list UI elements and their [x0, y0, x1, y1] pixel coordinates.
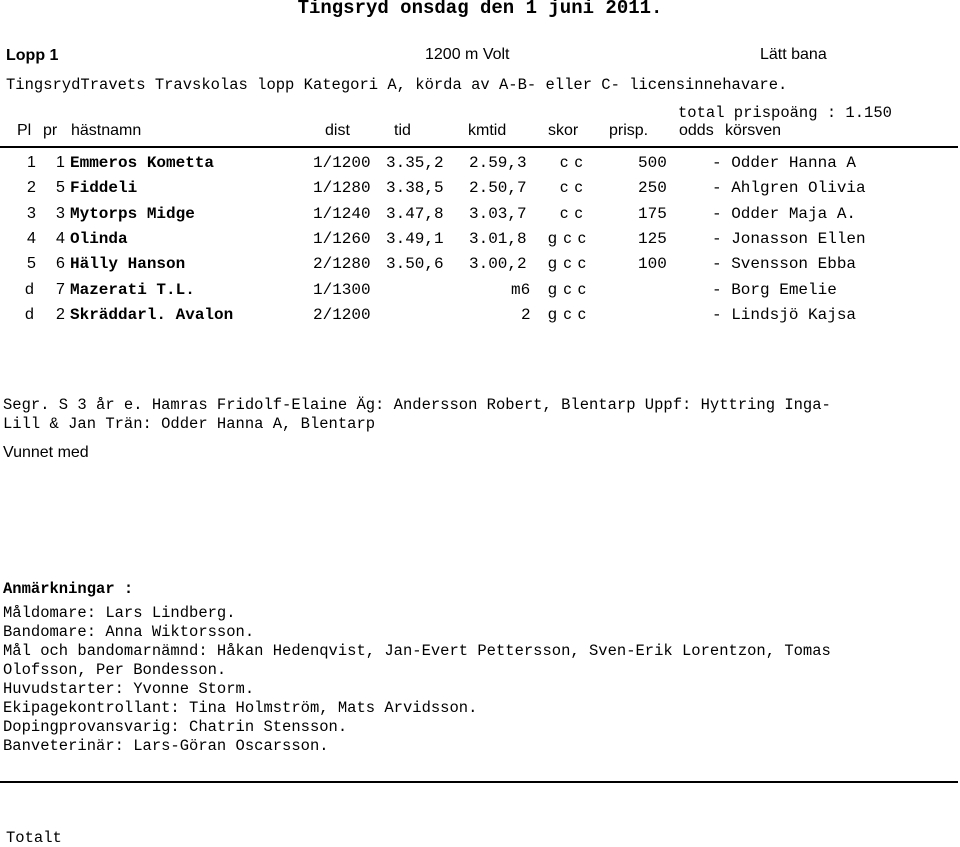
cell-tid: 3.35,2 — [386, 154, 444, 172]
cell-skor: c c — [560, 205, 584, 222]
col-kmtid: kmtid — [468, 122, 507, 139]
table-row — [0, 205, 960, 227]
cell-kmtid: 2 — [521, 306, 531, 324]
cell-pr: 3 — [56, 205, 65, 222]
remark-line: Måldomare: Lars Lindberg. — [3, 604, 236, 622]
race-description: TingsrydTravets Travskolas lopp Kategori A, körda av A-B- eller C- licensinnehavare. — [6, 76, 788, 94]
col-odds: odds — [679, 122, 714, 139]
table-row — [0, 255, 960, 277]
cell-tid: 3.49,1 — [386, 230, 444, 248]
remarks-heading: Anmärkningar : — [3, 580, 134, 598]
cell-horse: Skräddarl. Avalon — [70, 306, 234, 324]
winner-info-line: Segr. S 3 år e. Hamras Fridolf-Elaine Äg: Andersson Robert, Blentarp Uppf: Hyttring Inga- — [3, 396, 831, 414]
remark-line: Huvudstarter: Yvonne Storm. — [3, 680, 255, 698]
total-prize: total prispoäng : 1.150 — [678, 104, 892, 122]
cell-skor: g c c — [548, 306, 587, 323]
table-row — [0, 179, 960, 201]
won-with-label: Vunnet med — [3, 444, 89, 461]
cell-pr: 2 — [56, 306, 65, 323]
cell-pl: d — [25, 306, 34, 323]
col-skor: skor — [548, 122, 579, 139]
col-tid: tid — [394, 122, 411, 139]
cell-horse: Mytorps Midge — [70, 205, 195, 223]
cell-kmtid: m6 — [511, 281, 531, 299]
cell-horse: Hälly Hanson — [70, 255, 186, 273]
col-prisp: prisp. — [609, 122, 649, 139]
winner-info — [3, 396, 831, 434]
winner-info-line: Lill & Jan Trän: Odder Hanna A, Blentarp — [3, 415, 376, 433]
cell-pr: 5 — [56, 179, 65, 196]
cell-kmtid: 2.59,3 — [469, 154, 527, 172]
cell-kmtid: 3.01,8 — [469, 230, 527, 248]
cell-driver: - Svensson Ebba — [712, 255, 857, 273]
header-rule — [0, 146, 958, 148]
race-number: Lopp 1 — [6, 47, 59, 64]
cell-dist: 1/1200 — [313, 154, 371, 172]
cell-pl: 3 — [27, 205, 36, 222]
track-condition: Lätt bana — [760, 46, 827, 63]
cell-kmtid: 2.50,7 — [469, 179, 527, 197]
page-title: Tingsryd onsdag den 1 juni 2011. — [297, 0, 663, 19]
cell-dist: 2/1200 — [313, 306, 371, 324]
footer-rule — [0, 781, 958, 783]
race-distance-start: 1200 m Volt — [425, 46, 510, 63]
cell-prisp: 100 — [638, 255, 667, 273]
cell-skor: g c c — [548, 230, 587, 247]
cell-driver: - Ahlgren Olivia — [712, 179, 866, 197]
cell-kmtid: 3.03,7 — [469, 205, 527, 223]
cell-tid: 3.47,8 — [386, 205, 444, 223]
cell-driver: - Jonasson Ellen — [712, 230, 866, 248]
col-dist: dist — [325, 122, 350, 139]
cell-dist: 1/1240 — [313, 205, 371, 223]
cell-prisp: 175 — [638, 205, 667, 223]
remark-line: Mål och bandomarnämnd: Håkan Hedenqvist, Jan-Evert Pettersson, Sven-Erik Lorentzon, Tomas — [3, 642, 831, 660]
total-label: Totalt — [6, 829, 62, 847]
cell-pr: 6 — [56, 255, 65, 272]
cell-dist: 1/1260 — [313, 230, 371, 248]
cell-skor: c c — [560, 179, 584, 196]
cell-dist: 1/1300 — [313, 281, 371, 299]
cell-pl: 5 — [27, 255, 36, 272]
cell-skor: c c — [560, 154, 584, 171]
cell-driver: - Lindsjö Kajsa — [712, 306, 857, 324]
cell-driver: - Odder Maja A. — [712, 205, 857, 223]
cell-prisp: 500 — [638, 154, 667, 172]
remarks-list — [3, 604, 831, 756]
cell-pl: 1 — [27, 154, 36, 171]
cell-skor: g c c — [548, 281, 587, 298]
cell-horse: Emmeros Kometta — [70, 154, 215, 172]
cell-pr: 7 — [56, 281, 65, 298]
table-row — [0, 281, 960, 303]
cell-prisp: 125 — [638, 230, 667, 248]
cell-skor: g c c — [548, 255, 587, 272]
cell-tid: 3.50,6 — [386, 255, 444, 273]
col-pl: Pl — [17, 122, 32, 139]
col-driver: körsven — [725, 122, 782, 139]
table-row — [0, 230, 960, 252]
cell-kmtid: 3.00,2 — [469, 255, 527, 273]
cell-pl: d — [25, 281, 34, 298]
col-horse: hästnamn — [71, 122, 142, 139]
cell-horse: Mazerati T.L. — [70, 281, 195, 299]
cell-pl: 2 — [27, 179, 36, 196]
cell-horse: Fiddeli — [70, 179, 138, 197]
cell-driver: - Odder Hanna A — [712, 154, 857, 172]
remark-line: Olofsson, Per Bondesson. — [3, 661, 227, 679]
cell-horse: Olinda — [70, 230, 128, 248]
remark-line: Ekipagekontrollant: Tina Holmström, Mats Arvidsson. — [3, 699, 478, 717]
cell-driver: - Borg Emelie — [712, 281, 837, 299]
remark-line: Banveterinär: Lars-Göran Oscarsson. — [3, 737, 329, 755]
results-header — [0, 122, 960, 144]
cell-prisp: 250 — [638, 179, 667, 197]
remark-line: Dopingprovansvarig: Chatrin Stensson. — [3, 718, 348, 736]
cell-pr: 4 — [56, 230, 65, 247]
cell-tid: 3.38,5 — [386, 179, 444, 197]
cell-dist: 2/1280 — [313, 255, 371, 273]
col-pr: pr — [43, 122, 58, 139]
remark-line: Bandomare: Anna Wiktorsson. — [3, 623, 255, 641]
cell-pr: 1 — [56, 154, 65, 171]
table-row — [0, 154, 960, 176]
table-row — [0, 306, 960, 328]
cell-dist: 1/1280 — [313, 179, 371, 197]
cell-pl: 4 — [27, 230, 36, 247]
